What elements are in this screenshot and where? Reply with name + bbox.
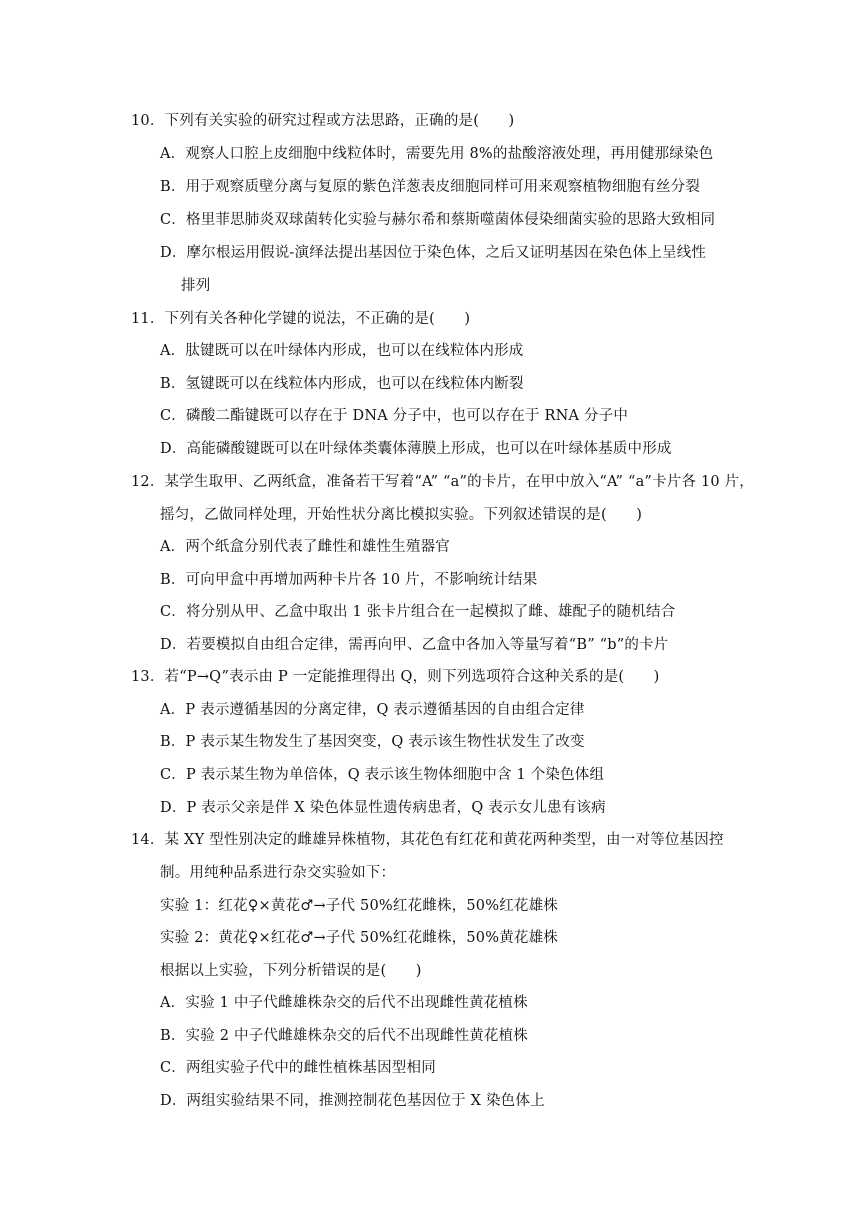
question-10-stem: 10．下列有关实验的研究过程或方法思路，正确的是( ) [131,113,515,129]
question-13-option-c: C．P 表示某生物为单倍体，Q 表示该生物体细胞中含 1 个染色体组 [160,767,605,783]
question-12-stem: 12．某学生取甲、乙两纸盒，准备若干写着“A” “a”的卡片，在甲中放入“A” “a”卡片各 10 片， [131,474,755,490]
question-14-option-b: B．实验 2 中子代雌雄株杂交的后代不出现雌性黄花植株 [160,1028,528,1044]
question-10-option-b: B．用于观察质壁分离与复原的紫色洋葱表皮细胞同样可用来观察植物细胞有丝分裂 [160,179,701,195]
question-14-stem-continued: 制。用纯种品系进行杂交实验如下： [160,865,396,881]
question-14-stem: 14．某 XY 型性别决定的雌雄异株植物，其花色有红花和黄花两种类型，由一对等位基因控 [131,832,724,848]
question-12-option-a: A．两个纸盒分别代表了雌性和雄性生殖器官 [160,539,450,555]
question-11-option-b: B．氢键既可以在线粒体内形成，也可以在线粒体内断裂 [160,376,524,392]
question-12-option-b: B．可向甲盒中再增加两种卡片各 10 片，不影响统计结果 [160,572,538,588]
question-10-option-a: A．观察人口腔上皮细胞中线粒体时，需要先用 8%的盐酸溶液处理，再用健那绿染色 [160,146,714,162]
question-13-option-b: B．P 表示某生物发生了基因突变，Q 表示该生物性状发生了改变 [160,734,585,750]
question-14-option-d: D．两组实验结果不同，推测控制花色基因位于 X 染色体上 [160,1093,545,1109]
question-12-option-d: D．若要模拟自由组合定律，需再向甲、乙盒中各加入等量写着“B” “b”的卡片 [160,637,669,653]
question-14-option-c: C．两组实验子代中的雌性植株基因型相同 [160,1060,436,1076]
question-14-prompt: 根据以上实验，下列分析错误的是( ) [160,963,422,979]
question-14-experiment-1: 实验 1：红花♀×黄花♂→子代 50%红花雌株，50%红花雄株 [160,898,558,914]
question-14-experiment-2: 实验 2：黄花♀×红花♂→子代 50%红花雌株，50%黄花雄株 [160,930,558,946]
question-11-option-d: D．高能磷酸键既可以在叶绿体类囊体薄膜上形成，也可以在叶绿体基质中形成 [160,441,672,457]
question-13-option-d: D．P 表示父亲是伴 X 染色体显性遗传病患者，Q 表示女儿患有该病 [160,800,606,816]
question-10-option-c: C．格里菲思肺炎双球菌转化实验与赫尔希和蔡斯噬菌体侵染细菌实验的思路大致相同 [160,212,716,228]
question-11-option-a: A．肽键既可以在叶绿体内形成，也可以在线粒体内形成 [160,343,524,359]
question-13-option-a: A．P 表示遵循基因的分离定律，Q 表示遵循基因的自由组合定律 [160,702,585,718]
question-12-option-c: C．将分别从甲、乙盒中取出 1 张卡片组合在一起模拟了雌、雄配子的随机结合 [160,604,676,620]
question-12-stem-continued: 摇匀，乙做同样处理，开始性状分离比模拟实验。下列叙述错误的是( ) [160,507,643,523]
question-10-option-d-continued: 排列 [181,278,211,294]
question-11-stem: 11．下列有关各种化学键的说法，不正确的是( ) [131,311,471,327]
question-14-option-a: A．实验 1 中子代雌雄株杂交的后代不出现雌性黄花植株 [160,995,528,1011]
question-13-stem: 13．若“P→Q”表示由 P 一定能推理得出 Q，则下列选项符合这种关系的是( ) [131,669,660,685]
question-11-option-c: C．磷酸二酯键既可以存在于 DNA 分子中，也可以存在于 RNA 分子中 [160,408,629,424]
question-10-option-d: D．摩尔根运用假说-演绎法提出基因位于染色体，之后又证明基因在染色体上呈线性 [160,245,707,261]
